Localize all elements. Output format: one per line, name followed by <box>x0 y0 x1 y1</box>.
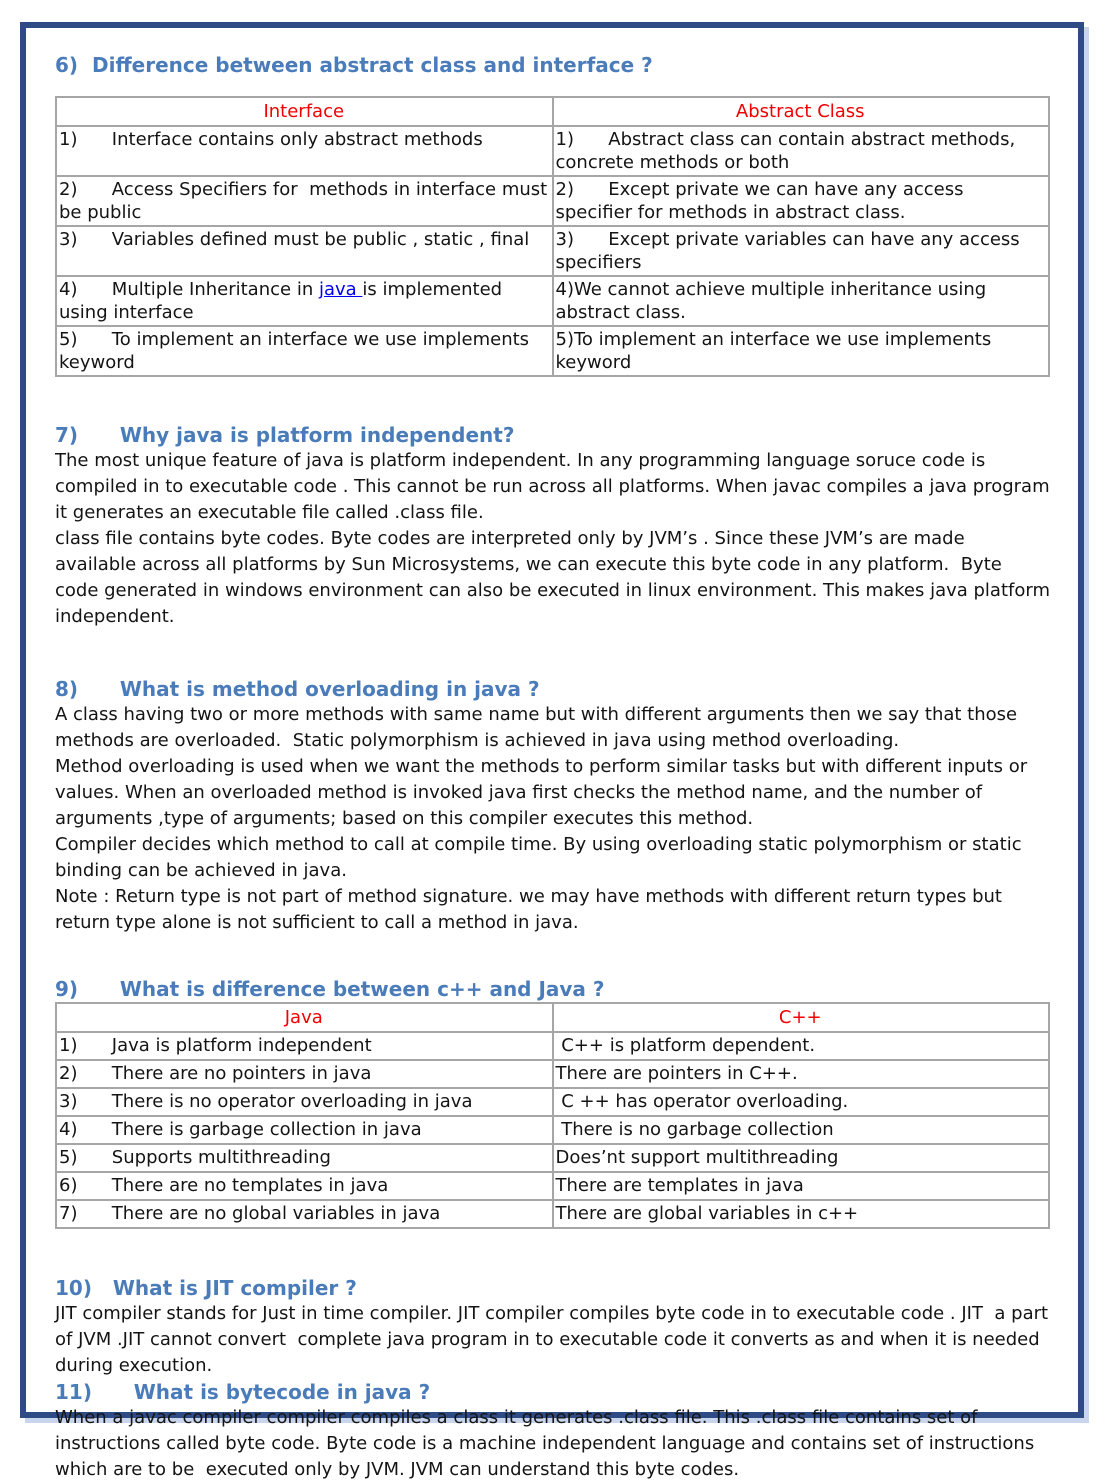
question-9-heading: 9) What is difference between c++ and Java ? <box>55 977 605 1001</box>
cpp-cell-1: C++ is platform dependent. <box>553 1032 1050 1060</box>
interface-cell-4-prefix: 4) Multiple Inheritance in <box>59 279 319 300</box>
question-8-paragraph: Method overloading is used when we want the methods to perform similar tasks but with different inputs or values. When an overloaded method is invoked java first checks the method name, and the number of arguments ,type of arguments; based on this compiler executes this method. <box>55 756 1033 829</box>
java-cell-6: 6) There are no templates in java <box>56 1172 553 1200</box>
abstract-cell-4: 4)We cannot achieve multiple inheritance using abstract class. <box>553 276 1050 326</box>
java-cell-2: 2) There are no pointers in java <box>56 1060 553 1088</box>
question-7-paragraph: The most unique feature of java is platform independent. In any programming language soruce code is compiled in to executable code . This cannot be run across all platforms. When javac compiles a java program it generates an executable file called .class file. <box>55 450 1056 523</box>
interface-cell-1: 1) Interface contains only abstract methods <box>56 126 553 176</box>
abstract-cell-1: 1) Abstract class can contain abstract methods, concrete methods or both <box>553 126 1050 176</box>
page-border-frame <box>20 22 1084 1480</box>
java-hyperlink[interactable]: java <box>318 279 363 300</box>
table-header-row <box>56 97 1049 126</box>
table-header-row <box>56 1003 1049 1032</box>
table-row <box>56 326 1049 376</box>
question-8-paragraph: Compiler decides which method to call at compile time. By using overloading static polymorphism or static binding can be achieved in java. <box>55 834 1028 881</box>
java-cell-7: 7) There are no global variables in java <box>56 1200 553 1228</box>
cpp-cell-5: Does’nt support multithreading <box>553 1144 1050 1172</box>
table-row <box>56 1200 1049 1228</box>
table-row <box>56 1172 1049 1200</box>
interface-vs-abstract-table <box>55 96 1050 377</box>
question-8-paragraph: A class having two or more methods with same name but with different arguments then we say that those methods are overloaded. Static polymorphism is achieved in java using method overloading. <box>55 704 1023 751</box>
question-8-heading: 8) What is method overloading in java ? <box>55 677 540 701</box>
question-6-heading: 6) Difference between abstract class and interface ? <box>55 53 653 77</box>
java-cell-3: 3) There is no operator overloading in java <box>56 1088 553 1116</box>
table-row <box>56 176 1049 226</box>
java-vs-cpp-table <box>55 1002 1050 1229</box>
question-7-heading: 7) Why java is platform independent? <box>55 423 515 447</box>
interface-cell-4-suffix: is implemented using interface <box>59 279 508 323</box>
table-row <box>56 276 1049 326</box>
table-row <box>56 1144 1049 1172</box>
abstract-cell-3: 3) Except private variables can have any access specifiers <box>553 226 1050 276</box>
interface-cell-3: 3) Variables defined must be public , static , final <box>56 226 553 276</box>
interface-cell-4 <box>56 276 553 326</box>
document-content <box>26 28 1078 1483</box>
question-10-heading: 10) What is JIT compiler ? <box>55 1276 357 1300</box>
table-row <box>56 1032 1049 1060</box>
java-cell-1: 1) Java is platform independent <box>56 1032 553 1060</box>
interface-cell-2: 2) Access Specifiers for methods in interface must be public <box>56 176 553 226</box>
cpp-cell-7: There are global variables in c++ <box>553 1200 1050 1228</box>
cpp-cell-2: There are pointers in C++. <box>553 1060 1050 1088</box>
table-row <box>56 226 1049 276</box>
cpp-cell-6: There are templates in java <box>553 1172 1050 1200</box>
cpp-cell-4: There is no garbage collection <box>553 1116 1050 1144</box>
table-row <box>56 1088 1049 1116</box>
java-cell-5: 5) Supports multithreading <box>56 1144 553 1172</box>
abstract-cell-2: 2) Except private we can have any access specifier for methods in abstract class. <box>553 176 1050 226</box>
cpp-cell-3: C ++ has operator overloading. <box>553 1088 1050 1116</box>
table-row <box>56 1116 1049 1144</box>
interface-cell-5: 5) To implement an interface we use implements keyword <box>56 326 553 376</box>
question-11-paragraph: When a javac compiler compiler compiles a class it generates .class file. This .class file contains set of instructions called byte code. Byte code is a machine independent language and contains set of instructions which are to be executed only by JVM. JVM can understand this byte codes. <box>55 1407 1040 1480</box>
question-10-paragraph: JIT compiler stands for Just in time compiler. JIT compiler compiles byte code in to executable code . JIT a part of JVM .JIT cannot convert complete java program in to executable code it converts as and when it is needed during execution. <box>55 1303 1054 1376</box>
question-7-paragraph: class file contains byte codes. Byte codes are interpreted only by JVM’s . Since these JVM’s are made available across all platforms by Sun Microsystems, we can execute this byte code in any platform. Byte code generated in windows environment can also be executed in linux environment. This makes java platform independent. <box>55 528 1056 627</box>
java-column-header: Java <box>56 1003 553 1032</box>
table-row <box>56 1060 1049 1088</box>
abstract-cell-5: 5)To implement an interface we use implements keyword <box>553 326 1050 376</box>
interface-column-header: Interface <box>56 97 553 126</box>
question-8-paragraph: Note : Return type is not part of method signature. we may have methods with different return types but return type alone is not sufficient to call a method in java. <box>55 886 1008 933</box>
question-11-heading: 11) What is bytecode in java ? <box>55 1380 431 1404</box>
cpp-column-header: C++ <box>553 1003 1050 1032</box>
java-cell-4: 4) There is garbage collection in java <box>56 1116 553 1144</box>
abstract-class-column-header: Abstract Class <box>553 97 1050 126</box>
table-row <box>56 126 1049 176</box>
